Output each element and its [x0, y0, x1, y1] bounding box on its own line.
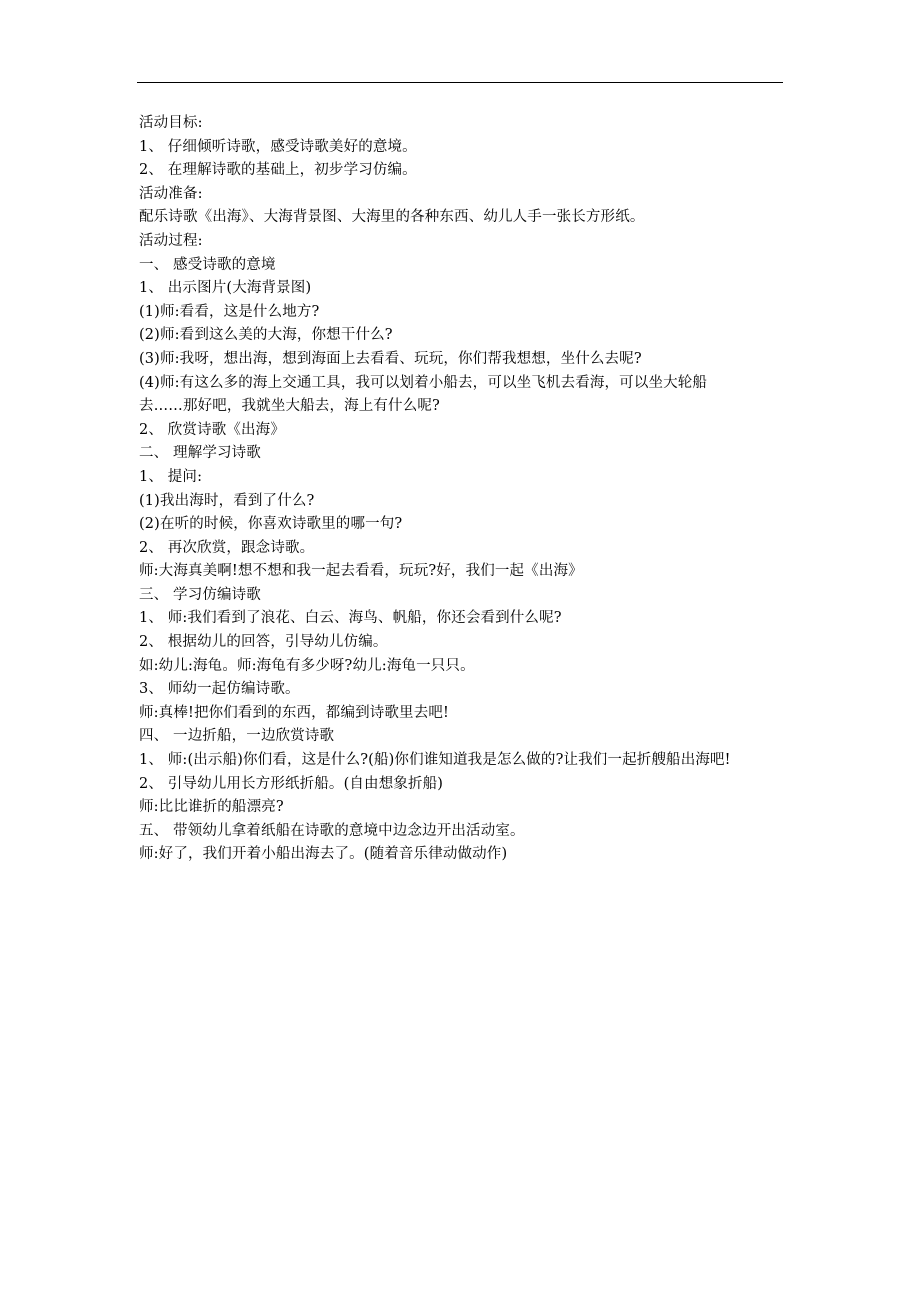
text-line: (4)师:有这么多的海上交通工具，我可以划着小船去，可以坐飞机去看海，可以坐大轮船: [139, 374, 708, 391]
text-line: 师:大海真美啊!想不想和我一起去看看，玩玩?好，我们一起《出海》: [139, 563, 583, 580]
step-heading-2: 二、 理解学习诗歌: [139, 445, 261, 462]
text-line: 如:幼儿:海龟。师:海龟有多少呀?幼儿:海龟一只只。: [139, 657, 475, 674]
step-heading-5: 五、 带领幼儿拿着纸船在诗歌的意境中边念边开出活动室。: [139, 822, 525, 839]
text-line: (1)我出海时，看到了什么?: [139, 492, 315, 509]
header-rule: [137, 82, 783, 83]
step-heading-4: 四、 一边折船，一边欣赏诗歌: [139, 728, 335, 745]
text-line: (3)师:我呀，想出海，想到海面上去看看、玩玩，你们帮我想想，坐什么去呢?: [139, 350, 642, 367]
step-heading-1: 一、 感受诗歌的意境: [139, 256, 276, 273]
section-heading-process: 活动过程:: [139, 232, 203, 249]
text-line: 师:真棒!把你们看到的东西，都编到诗歌里去吧!: [139, 704, 449, 721]
goal-item-1: 1、 仔细倾听诗歌，感受诗歌美好的意境。: [139, 138, 417, 155]
text-line: 2、 再次欣赏，跟念诗歌。: [139, 539, 315, 556]
text-line: 2、 欣赏诗歌《出海》: [139, 421, 285, 438]
text-line: 师:好了，我们开着小船出海去了。(随着音乐律动做动作): [139, 846, 508, 863]
text-line: (1)师:看看，这是什么地方?: [139, 303, 320, 320]
text-line: 去……那好吧，我就坐大船去，海上有什么呢?: [139, 398, 440, 415]
section-heading-goals: 活动目标:: [139, 115, 203, 131]
document-body: [139, 112, 789, 867]
text-line: 2、 根据幼儿的回答，引导幼儿仿编。: [139, 634, 388, 651]
text-line: 师:比比谁折的船漂亮?: [139, 799, 284, 816]
goal-item-2: 2、 在理解诗歌的基础上，初步学习仿编。: [139, 162, 417, 179]
text-line: (2)在听的时候，你喜欢诗歌里的哪一句?: [139, 516, 403, 533]
section-heading-preparation: 活动准备:: [139, 185, 203, 202]
text-line: 1、 出示图片(大海背景图): [139, 280, 312, 297]
text-line: 2、 引导幼儿用长方形纸折船。(自由想象折船): [139, 775, 444, 792]
text-line: (2)师:看到这么美的大海，你想干什么?: [139, 327, 393, 344]
text-line: 3、 师幼一起仿编诗歌。: [139, 681, 300, 698]
text-line: 1、 师:我们看到了浪花、白云、海鸟、帆船，你还会看到什么呢?: [139, 610, 562, 627]
step-heading-3: 三、 学习仿编诗歌: [139, 586, 261, 603]
text-line: 1、 提问:: [139, 468, 203, 485]
preparation-text: 配乐诗歌《出海》、大海背景图、大海里的各种东西、幼儿人手一张长方形纸。: [139, 209, 645, 226]
text-line: 1、 师:(出示船)你们看，这是什么?(船)你们谁知道我是怎么做的?让我们一起折艘船出海吧!: [139, 752, 731, 769]
